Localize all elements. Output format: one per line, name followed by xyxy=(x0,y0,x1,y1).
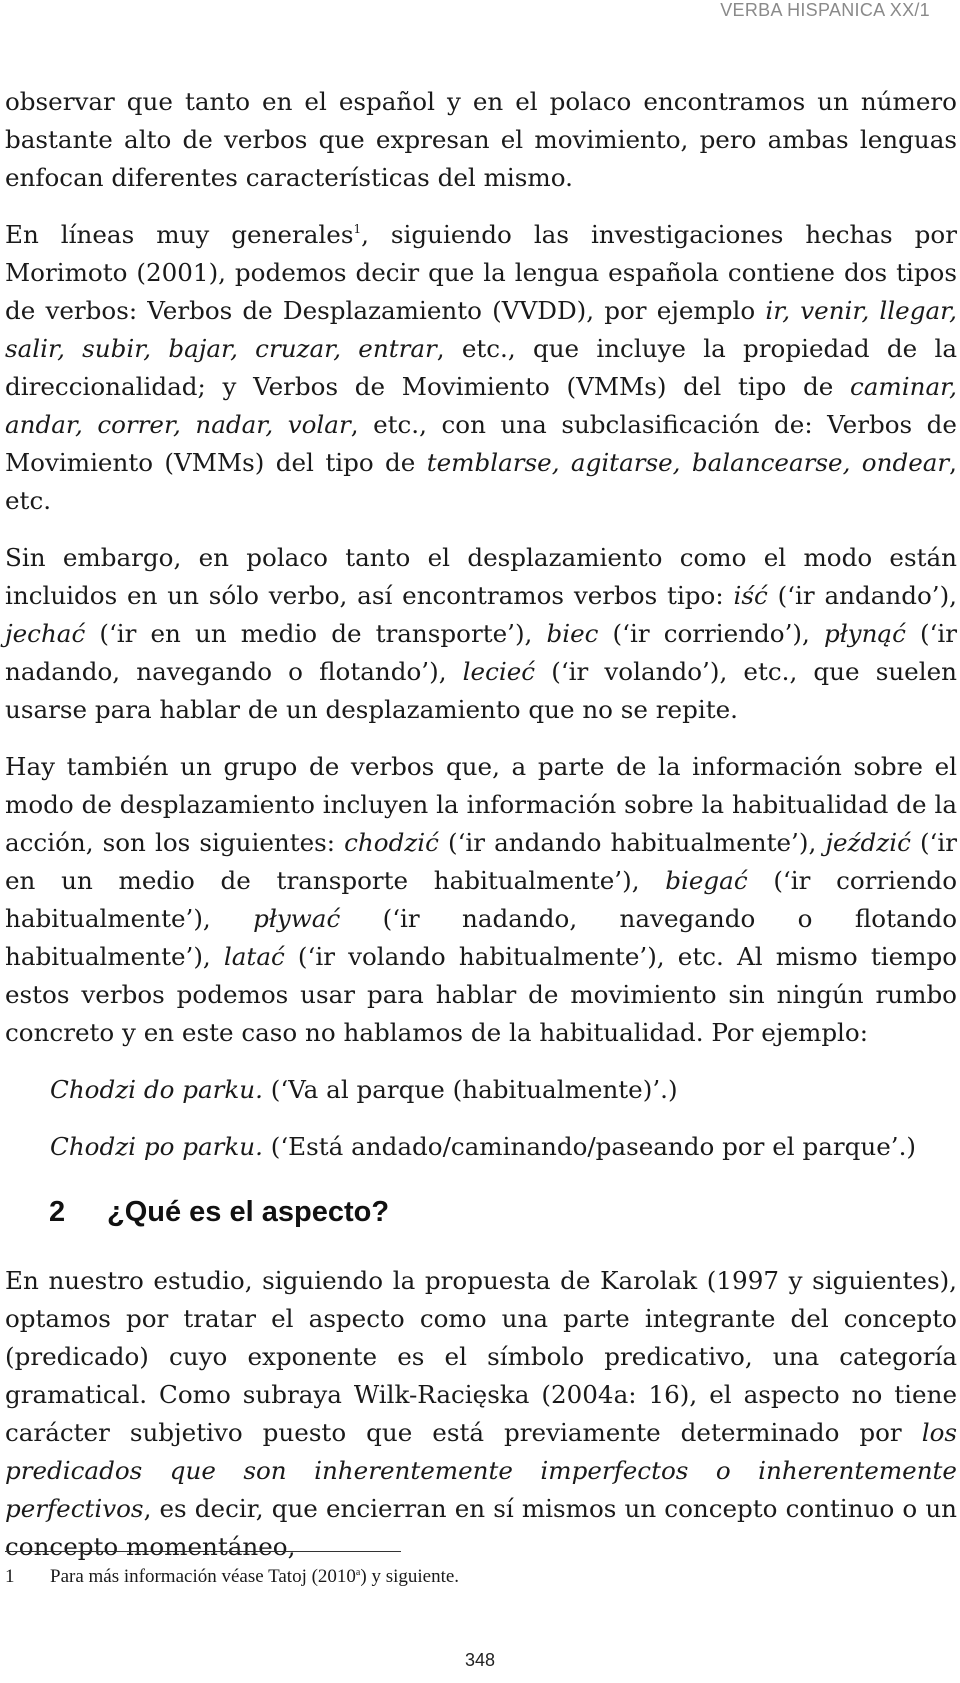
text-run: , siguiendo las investigaciones hechas por Morimoto (2001), podemos decir que la lengua española contiene dos tipos de verbos: Verbos de Desplazamiento (VVDD), por ejemplo xyxy=(5,220,957,325)
footnote-superscript: a xyxy=(355,1567,361,1578)
example-2 xyxy=(5,1128,957,1166)
example-1 xyxy=(5,1071,957,1109)
text-run: (‘ir volando’), etc., que suelen usarse para hablar de un desplazamiento que no se repite. xyxy=(5,657,957,724)
italic-verb: biegać xyxy=(665,866,748,895)
text-run: (‘ir corriendo habitualmente’), xyxy=(5,866,957,933)
section-title: ¿Qué es el aspecto? xyxy=(107,1196,390,1228)
example-polish: Chodzi po parku. xyxy=(50,1132,263,1161)
text-run: (‘ir en un medio de transporte habitualmente’), xyxy=(5,828,957,895)
italic-verb: chodzić xyxy=(344,828,439,857)
text-run: (‘ir andando habitualmente’), xyxy=(438,828,826,857)
text-run: En líneas muy generales xyxy=(5,220,354,249)
text-run: , es decir, que encierran en sí mismos un concepto continuo o un concepto momentáneo, xyxy=(5,1494,957,1561)
italic-verb: latać xyxy=(223,942,285,971)
italic-phrase: los predicados que son inherentemente imperfectos o inherentemente perfectivos xyxy=(5,1418,957,1523)
text-run: En nuestro estudio, siguiendo la propuesta de Karolak (1997 y siguientes), optamos por tratar el aspecto como una parte integrante del concepto (predicado) cuyo exponente es el símbolo predicativo, una categoría gramatical. Como subraya Wilk-Racięska (2004a: 16), el aspecto no tiene carácter subjetivo puesto que está previamente determinado por xyxy=(5,1266,957,1447)
text-run: Sin embargo, en polaco tanto el desplazamiento como el modo están incluidos en un sólo verbo, así encontramos verbos tipo: xyxy=(5,543,957,610)
body-text-lower xyxy=(5,1262,957,1585)
italic-verb: jechać xyxy=(5,619,86,648)
paragraph-1: observar que tanto en el español y en el polaco encontramos un número bastante alto de verbos que expresan el movimiento, pero ambas lenguas enfocan diferentes características del mismo. xyxy=(5,87,957,192)
running-header: VERBA HISPANICA XX/1 xyxy=(720,0,930,20)
example-polish: Chodzi do parku. xyxy=(50,1075,263,1104)
italic-verbs: temblarse, agitarse, balancearse, ondear xyxy=(426,448,950,477)
italic-verb: iść xyxy=(733,581,768,610)
example-translation: (‘Está andado/caminando/paseando por el parque’.) xyxy=(262,1132,917,1161)
paragraph-4 xyxy=(5,748,957,1052)
text-run: (‘ir corriendo’), xyxy=(598,619,824,648)
body-text-upper xyxy=(5,83,957,1185)
italic-verbs: caminar, andar, correr, nadar, volar xyxy=(5,372,957,439)
page-number: 348 xyxy=(464,1650,496,1670)
footnote xyxy=(5,1566,459,1588)
text-run: (‘ir nadando, navegando o flotando’), xyxy=(5,619,957,686)
text-run: , etc., con una subclasificación de: Verbos de Movimiento (VMMs) del tipo de xyxy=(5,410,957,477)
footnote-text: Para más información véase Tatoj (2010 xyxy=(50,1566,356,1587)
text-run: (‘ir andando’), xyxy=(767,581,957,610)
section-heading xyxy=(49,1196,389,1229)
section-number: 2 xyxy=(49,1196,66,1228)
footnote-number: 1 xyxy=(5,1566,15,1587)
paragraph-2 xyxy=(5,216,957,520)
text-run: , etc. xyxy=(5,448,957,515)
text-run: (‘ir en un medio de transporte’), xyxy=(85,619,547,648)
footnote-divider xyxy=(5,1551,401,1552)
italic-verbs: ir, venir, llegar, salir, subir, bajar, cruzar, entrar xyxy=(5,296,957,363)
footnote-reference[interactable]: 1 xyxy=(353,222,362,236)
text-run: Hay también un grupo de verbos que, a parte de la información sobre el modo de desplazamiento incluyen la información sobre la habitualidad de la acción, son los siguientes: xyxy=(5,752,957,857)
italic-verb: pływać xyxy=(253,904,341,933)
paragraph-5 xyxy=(5,1262,957,1566)
paragraph-3 xyxy=(5,539,957,729)
italic-verb: lecieć xyxy=(462,657,536,686)
text-run: (‘ir volando habitualmente’), etc. Al mismo tiempo estos verbos podemos usar para hablar de movimiento sin ningún rumbo concreto y en este caso no hablamos de la habitualidad. Por ejemplo: xyxy=(5,942,958,1047)
footnote-text: ) y siguiente. xyxy=(360,1566,460,1587)
example-translation: (‘Va al parque (habitualmente)’.) xyxy=(262,1075,678,1104)
italic-verb: biec xyxy=(546,619,599,648)
italic-verb: płynąć xyxy=(823,619,906,648)
italic-verb: jeździć xyxy=(825,828,911,857)
text-run: , etc., que incluye la propiedad de la direccionalidad; y Verbos de Movimiento (VMMs) del tipo de xyxy=(5,334,957,401)
text-run: (‘ir nadando, navegando o flotando habitualmente’), xyxy=(5,904,958,971)
